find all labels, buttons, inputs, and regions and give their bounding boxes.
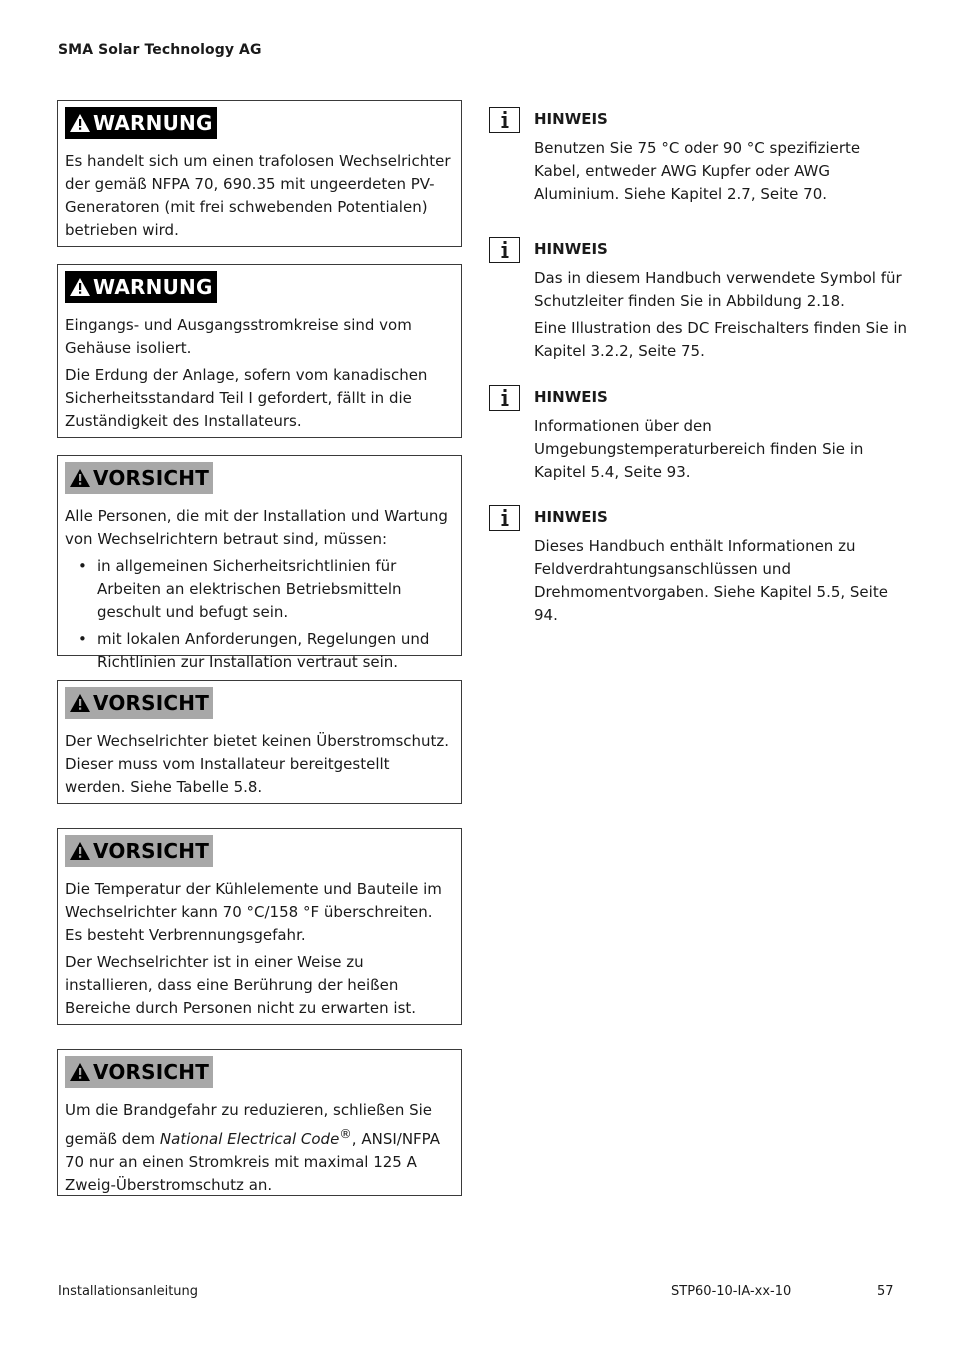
caution-box-1 <box>57 455 462 671</box>
caution-badge <box>65 1056 213 1088</box>
company-name: SMA Solar Technology AG <box>58 42 262 58</box>
notice-block-3 <box>488 385 908 488</box>
caution-badge <box>65 835 213 867</box>
warning-label: WARNUNG <box>93 111 213 135</box>
caution-label: VORSICHT <box>93 1060 210 1084</box>
notice-text: Dieses Handbuch enthält Informationen zu Feldverdrahtungsanschlüssen und Drehmomentvorgaben. Siehe Kapitel 5.5, Seite 94. <box>534 537 888 624</box>
notice-title: HINWEIS <box>534 388 608 406</box>
caution-text: Der Wechselrichter ist in einer Weise zu installieren, dass eine Berührung der heißen Bereiche durch Personen nicht zu erwarten ist. <box>65 953 417 1017</box>
notice-title: HINWEIS <box>534 508 608 526</box>
info-icon <box>489 237 520 263</box>
warning-text: Eingangs- und Ausgangsstromkreise sind vom Gehäuse isoliert. <box>65 316 412 357</box>
caution-label: VORSICHT <box>93 691 210 715</box>
caution-label: VORSICHT <box>93 466 210 490</box>
warning-text: Die Erdung der Anlage, sofern vom kanadischen Sicherheitsstandard Teil I gefordert, fällt in die Zuständigkeit des Installateurs. <box>65 366 428 430</box>
code-name: National Electrical Code <box>159 1130 340 1148</box>
warning-triangle-icon <box>69 1062 91 1082</box>
notice-block-4 <box>488 505 908 631</box>
notice-title: HINWEIS <box>534 240 608 258</box>
warning-label: WARNUNG <box>93 275 213 299</box>
caution-box-4 <box>57 1049 462 1196</box>
list-item: • mit lokalen Anforderungen, Regelungen und Richtlinien zur Installation vertraut sein. <box>65 628 453 674</box>
page-number: 57 <box>877 1284 894 1299</box>
caution-text: Der Wechselrichter bietet keinen Überstromschutz. Dieser muss vom Installateur bereitgestellt werden. Siehe Tabelle 5.8. <box>65 732 450 796</box>
caution-badge <box>65 687 213 719</box>
info-icon <box>489 107 520 133</box>
footer-doc-type: Installationsanleitung <box>58 1284 199 1299</box>
notice-title: HINWEIS <box>534 110 608 128</box>
warning-text: Es handelt sich um einen trafolosen Wechselrichter der gemäß NFPA 70, 690.35 mit ungeerdeten PV-Generatoren (mit frei schwebenden Potentialen) betrieben wird. <box>65 152 451 239</box>
caution-text: Die Temperatur der Kühlelemente und Bauteile im Wechselrichter kann 70 °C/158 °F überschreiten. Es besteht Verbrennungsgefahr. <box>65 880 442 944</box>
warning-triangle-icon <box>69 841 91 861</box>
warning-triangle-icon <box>69 113 91 133</box>
warning-triangle-icon <box>69 693 91 713</box>
caution-list <box>65 555 453 674</box>
info-icon <box>489 505 520 531</box>
notice-block-1 <box>488 107 908 210</box>
caution-badge <box>65 462 213 494</box>
caution-text: Alle Personen, die mit der Installation und Wartung von Wechselrichtern betraut sind, müssen: <box>65 507 448 548</box>
info-icon <box>489 385 520 411</box>
footer-doc-code: STP60-10-IA-xx-10 <box>671 1284 792 1299</box>
caution-label: VORSICHT <box>93 839 210 863</box>
notice-text: Eine Illustration des DC Freischalters finden Sie in Kapitel 3.2.2, Seite 75. <box>534 319 907 360</box>
list-item: • in allgemeinen Sicherheitsrichtlinien für Arbeiten an elektrischen Betriebsmitteln geschult und befugt sein. <box>65 555 453 624</box>
warning-triangle-icon <box>69 468 91 488</box>
warning-box-1 <box>57 100 462 247</box>
notice-block-2 <box>488 237 908 367</box>
caution-box-2 <box>57 680 462 804</box>
warning-triangle-icon <box>69 277 91 297</box>
caution-box-3 <box>57 828 462 1025</box>
notice-text: Das in diesem Handbuch verwendete Symbol für Schutzleiter finden Sie in Abbildung 2.18. <box>534 269 902 310</box>
warning-box-2 <box>57 264 462 438</box>
notice-text: Informationen über den Umgebungstemperaturbereich finden Sie in Kapitel 5.4, Seite 93. <box>534 417 864 481</box>
warning-badge <box>65 271 217 303</box>
caution-text: Um die Brandgefahr zu reduzieren, schließen Sie gemäß dem National Electrical Code®, ANSI/NFPA 70 nur an einen Stromkreis mit maximal 125 A Zweig-Überstromschutz an. <box>65 1101 441 1194</box>
notice-text: Benutzen Sie 75 °C oder 90 °C spezifizierte Kabel, entweder AWG Kupfer oder AWG Aluminium. Siehe Kapitel 2.7, Seite 70. <box>534 139 861 203</box>
warning-badge <box>65 107 217 139</box>
